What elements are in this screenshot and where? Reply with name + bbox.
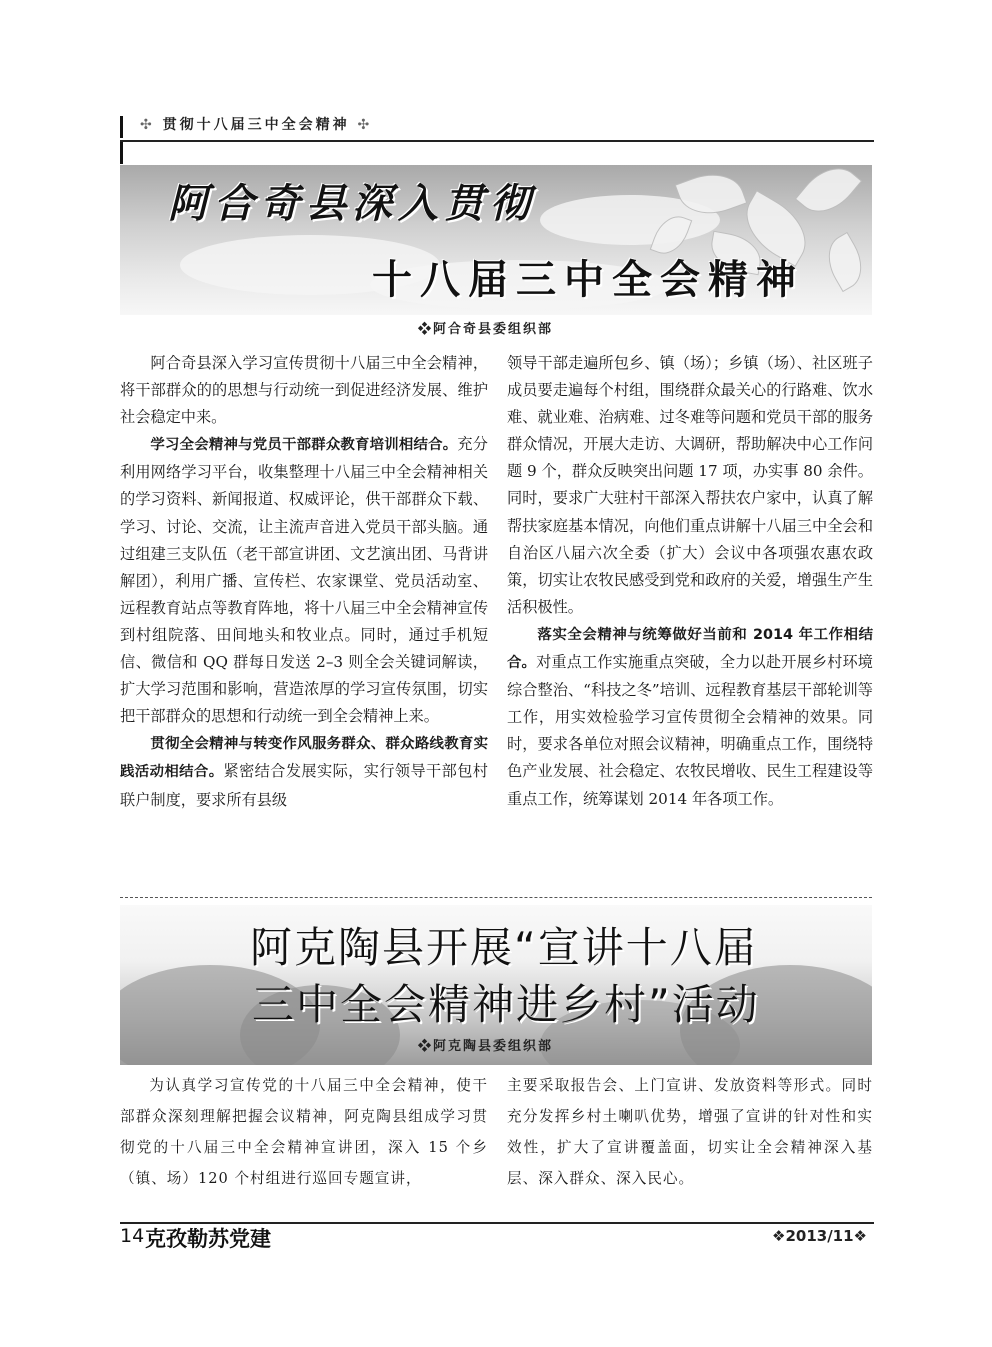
article1-byline: ❖阿合奇县委组织部 <box>418 322 554 337</box>
article1-column-right <box>507 350 873 813</box>
paragraph-text: 为认真学习宣传党的十八届三中全会精神，使干部群众深刻理解把握会议精神，阿克陶县组成学习贯彻党的十八届三中全会精神宣讲团，深入 15 个乡（镇、场）120 个村组进行巡回专题宣讲， <box>120 1077 488 1187</box>
paragraph-text: 主要采取报告会、上门宣讲、发放资料等形式。同时充分发挥乡村土喇叭优势，增强了宣讲的针对性和实效性，扩大了宣讲覆盖面，切实让全会精神深入基层、深入群众、深入民心。 <box>507 1077 873 1187</box>
article1-paragraph <box>120 730 488 813</box>
article1-column-left <box>120 350 488 814</box>
article-divider <box>120 897 872 899</box>
running-header-text: 贯彻十八届三中全会精神 <box>162 117 350 133</box>
running-header <box>140 114 372 134</box>
paragraph-text: 领导干部走遍所包乡、镇（场）；乡镇（场）、社区班子成员要走遍每个村组，围绕群众最关心的行路难、饮水难、就业难、治病难、过冬难等问题和党员干部的服务群众情况，开展大走访、大调研，帮助解决中心工作问题 9 个，群众反映突出问题 17 项，办实事 80 余件。同时，要求广大驻村干部深入帮扶农户家中，认真了解帮扶家庭基本情况，向他们重点讲解十八届三中全会和自治区八届六次全委（扩大）会议中各项强农惠农政策，切实让农牧民感受到党和政府的关爱，增强生产生活积极性。 <box>507 354 873 616</box>
header-bars <box>120 116 128 138</box>
issue-label: ❖2013/11❖ <box>772 1227 867 1245</box>
header-rule <box>120 140 874 142</box>
paragraph-text: 充分利用网络学习平台，收集整理十八届三中全会精神相关的学习资料、新闻报道、权威评论，供干部群众下载、学习、讨论、交流，让主流声音进入党员干部头脑。通过组建三支队伍（老干部宣讲团、文艺演出团、马背讲解团），利用广播、宣传栏、农家课堂、党员活动室、远程教育站点等教育阵地，将十八届三中全会精神宣传到村组院落、田间地头和牧业点。同时，通过手机短信、微信和 QQ 群每日发送 2–3 则全会关键词解读，扩大学习范围和影响，营造浓厚的学习宣传氛围，切实把干部群众的思想和行动统一到全会精神上来。 <box>120 435 488 726</box>
article2-column-left <box>120 1070 488 1194</box>
ornament-icon: ✣ <box>140 117 155 133</box>
article2-title-line1: 阿克陶县开展“宣讲十八届 <box>250 923 758 972</box>
article1-paragraph-continued <box>507 350 873 621</box>
article1-paragraph <box>507 621 873 813</box>
article1-paragraph: 阿合奇县深入学习宣传贯彻十八届三中全会精神，将干部群众的的思想与行动统一到促进经济发展、维护社会稳定中来。 <box>120 354 488 427</box>
page-number: 14 <box>120 1225 145 1247</box>
paragraph-text: 紧密结合发展实际，实行领导干部包村联户制度，要求所有县级 <box>120 762 488 809</box>
ornament-icon: ✣ <box>357 117 373 133</box>
article1-title-line1: 阿合奇县深入贯彻 <box>168 181 536 227</box>
paragraph-lead: 学习全会精神与党员干部群众教育培训相结合。 <box>150 437 458 454</box>
paragraph-lead: 贯彻全会精神与转变作风服务群众、群众路线教育实践活动相结合。 <box>120 736 488 781</box>
article2-byline: ❖阿克陶县委组织部 <box>418 1039 554 1054</box>
article1-title-line2: 十八届三中全会精神 <box>372 257 804 303</box>
article2-title-line2: 三中全会精神进乡村”活动 <box>252 980 760 1029</box>
paragraph-lead: 落实全会精神与统筹做好当前和 2014 年工作相结合。 <box>507 626 873 672</box>
article2-column-right <box>507 1070 873 1194</box>
magazine-name: 克孜勒苏党建 <box>145 1227 271 1251</box>
article1-paragraph <box>120 431 488 730</box>
paragraph-text: 对重点工作实施重点突破，全力以赴开展乡村环境综合整治、“科技之冬”培训、远程教育基层干部轮训等工作，用实效检验学习宣传贯彻全会精神的效果。同时，要求各单位对照会议精神，明确重点工作，围绕特色产业发展、社会稳定、农牧民增收、民生工程建设等重点工作，统筹谋划 2014 年各项工作。 <box>507 653 873 808</box>
